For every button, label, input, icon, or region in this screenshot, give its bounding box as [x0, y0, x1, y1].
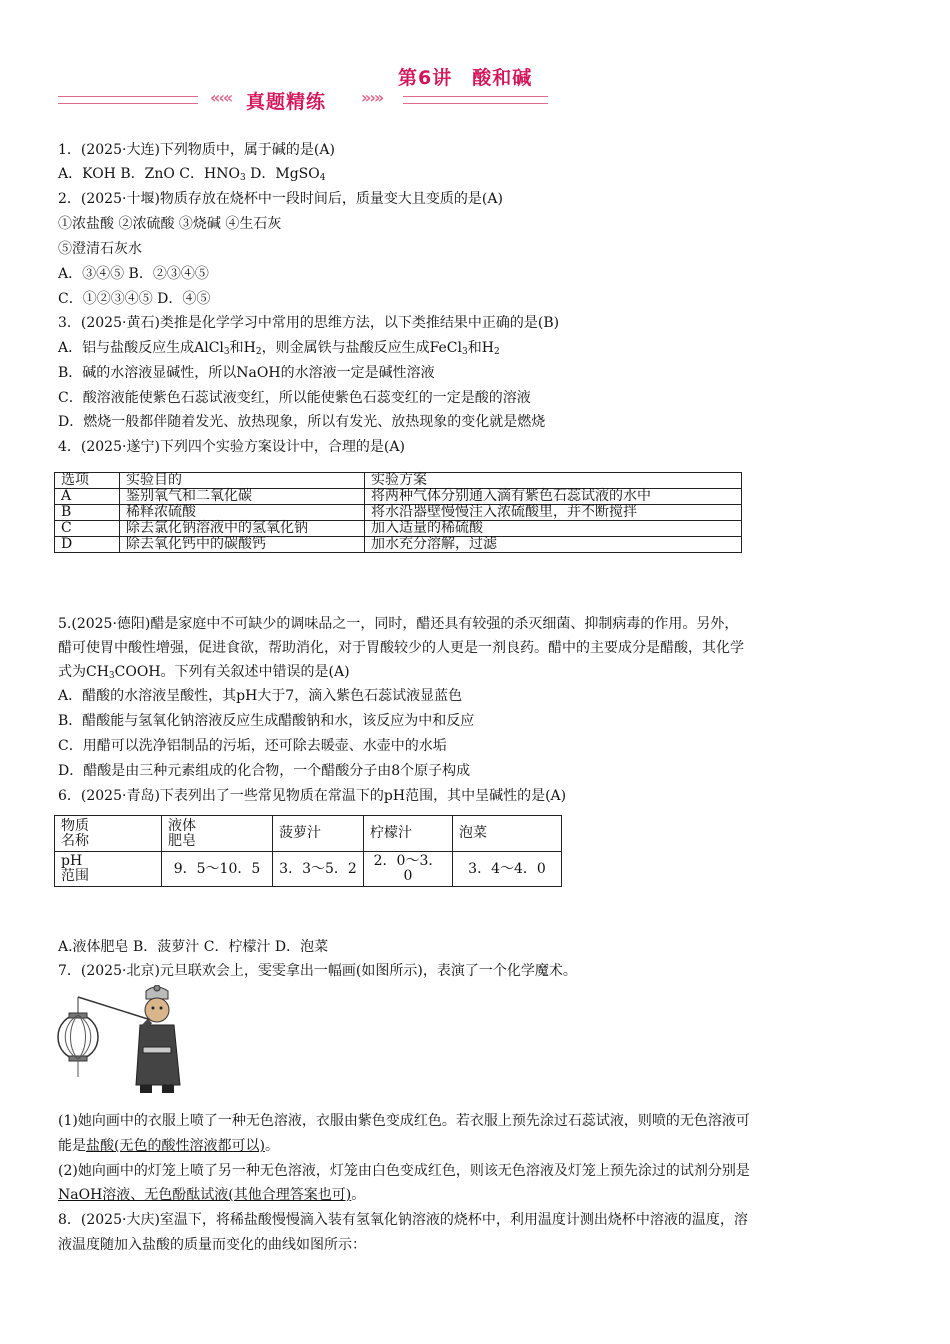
- table-cell: 除去氯化钠溶液中的氢氧化钠: [120, 521, 365, 537]
- option-text: 和H: [467, 340, 494, 356]
- table-cell: 将水沿器壁慢慢注入浓硫酸里，并不断搅拌: [365, 505, 742, 521]
- question-6-options: A.液体肥皂 B．菠萝汁 C．柠檬汁 D．泡菜: [58, 939, 329, 955]
- option-text: D．MgSO: [245, 166, 320, 182]
- subscript: 4: [319, 173, 326, 183]
- lecture-topic: 酸和碱: [472, 67, 533, 89]
- question-5: [58, 662, 350, 686]
- table-cell: 除去氧化钙中的碳酸钙: [120, 537, 365, 553]
- table-header-cell: 实验方案: [365, 473, 742, 489]
- question-1: 1．(2025·大连)下列物质中，属于碱的是(A): [58, 142, 335, 158]
- table-cell: 3．3～5．2: [273, 852, 364, 887]
- chevron-right-icon: »›»: [361, 88, 383, 107]
- child-shoe: [140, 1085, 152, 1093]
- subscript: 2: [255, 347, 262, 357]
- question-3-option-c: C．酸溶液能使紫色石蕊试液变红，所以能使紫色石蕊变红的一定是酸的溶液: [58, 390, 531, 406]
- lecture-number: 第6讲: [398, 67, 453, 89]
- table-row: [55, 852, 562, 887]
- section-banner: [58, 87, 548, 115]
- banner-rule: [403, 96, 548, 97]
- question-8: 8．(2025·大庆)室温下，将稀盐酸慢慢滴入装有氢氧化钠溶液的烧杯中，利用温度计测出烧杯中溶液的温度，溶: [58, 1212, 748, 1228]
- table-cell: 2．0～3．0: [364, 852, 453, 887]
- question-2-items: ①浓盐酸 ②浓硫酸 ③烧碱 ④生石灰: [58, 216, 282, 232]
- coat-trim: [143, 1047, 171, 1053]
- cell-text: 物质: [61, 817, 89, 834]
- question-text: COOH。下列有关叙述中错误的是(A): [114, 664, 350, 680]
- option-text: 和H: [229, 340, 256, 356]
- question-5-option-a: A．醋酸的水溶液呈酸性，其pH大于7，滴入紫色石蕊试液显蓝色: [58, 688, 463, 704]
- option-text: ，则金属铁与盐酸反应生成FeCl: [261, 340, 463, 356]
- question-text: 式为CH: [58, 664, 109, 680]
- subscript: 3: [223, 347, 230, 357]
- table-cell: 菠萝汁: [273, 816, 364, 852]
- child-face: [145, 998, 169, 1022]
- table-cell: 3．4～4．0: [453, 852, 562, 887]
- table-row: [55, 505, 742, 521]
- question-text: 。: [351, 1187, 366, 1203]
- cell-text: 肥皂: [168, 832, 196, 849]
- question-3: 3．(2025·黄石)类推是化学学习中常用的思维方法，以下类推结果中正确的是(B): [58, 315, 560, 331]
- table-cell: C: [55, 521, 120, 537]
- banner-rule: [58, 103, 198, 104]
- option-text: A．铝与盐酸反应生成AlCl: [58, 340, 224, 356]
- table-header-cell: 实验目的: [120, 473, 365, 489]
- table-cell: A: [55, 489, 120, 505]
- question-5-option-b: B．醋酸能与氢氧化钠溶液反应生成醋酸钠和水，该反应为中和反应: [58, 713, 475, 729]
- table-row: [55, 489, 742, 505]
- banner-rule: [403, 103, 548, 104]
- question-7-part-1-answer-line: [58, 1136, 279, 1156]
- subscript: 2: [493, 347, 500, 357]
- question-text: 能是: [58, 1138, 86, 1154]
- question-7-part-2: (2)她向画中的灯笼上喷了另一种无色溶液，灯笼由白色变成红色，则该无色溶液及灯笼上预先涂过的试剂分别是: [58, 1163, 750, 1179]
- child-eye: [160, 1007, 163, 1010]
- child-shoe: [162, 1085, 174, 1093]
- cell-text: 液体: [168, 817, 196, 834]
- cell-text: pH: [61, 853, 83, 869]
- question-7-part-1: (1)她向画中的衣服上喷了一种无色溶液，衣服由紫色变成红色。若衣服上预先涂过石蕊试液，则喷的无色溶液可: [58, 1113, 750, 1129]
- table-row: [55, 816, 562, 852]
- answer-text: 盐酸(无色的酸性溶液都可以): [86, 1138, 265, 1154]
- question-6: 6．(2025·青岛)下表列出了一些常见物质在常温下的pH范围，其中呈碱性的是(A): [58, 788, 567, 804]
- table-cell: 稀释浓硫酸: [120, 505, 365, 521]
- table-cell: 9．5～10．5: [162, 852, 273, 887]
- subscript: 3: [108, 671, 115, 681]
- table-cell: B: [55, 505, 120, 521]
- table-cell: 柠檬汁: [364, 816, 453, 852]
- table-header-cell: 选项: [55, 473, 120, 489]
- ph-table: [54, 815, 562, 887]
- table-cell: [55, 852, 162, 887]
- subscript: 3: [462, 347, 468, 357]
- question-2-items: ⑤澄清石灰水: [58, 241, 142, 257]
- question-7-part-2-answer-line: [58, 1185, 365, 1205]
- table-header-row: [55, 473, 742, 489]
- question-2-options: C．①②③④⑤ D．④⑤: [58, 291, 211, 307]
- question-4: 4．(2025·遂宁)下列四个实验方案设计中，合理的是(A): [58, 439, 405, 455]
- chevron-left-icon: «‹«: [210, 88, 232, 107]
- question-3-option-d: D．燃烧一般都伴随着发光、放热现象，所以有发光、放热现象的变化就是燃烧: [58, 414, 546, 430]
- table-cell: 鉴别氧气和二氧化碳: [120, 489, 365, 505]
- table-cell: 加水充分溶解，过滤: [365, 537, 742, 553]
- child-eye: [152, 1007, 155, 1010]
- cell-text: 范围: [61, 868, 89, 884]
- child-coat: [136, 1025, 180, 1085]
- answer-text: NaOH溶液、无色酚酞试液(其他合理答案也可): [58, 1187, 352, 1203]
- table-cell: D: [55, 537, 120, 553]
- question-3-option-b: B．碱的水溶液显碱性，所以NaOH的水溶液一定是碱性溶液: [58, 365, 435, 381]
- question-8: 液温度随加入盐酸的质量而变化的曲线如图所示：: [58, 1237, 366, 1253]
- lantern-pole: [78, 997, 151, 1020]
- table-cell: 泡菜: [453, 816, 562, 852]
- table-cell: [55, 816, 162, 852]
- question-2-options: A．③④⑤ B．②③④⑤: [58, 266, 209, 282]
- question-text: 。: [264, 1138, 279, 1154]
- subscript: 3: [239, 173, 246, 183]
- lantern-body: [58, 1015, 98, 1059]
- question-5-option-c: C．用醋可以洗净铝制品的污垢，还可除去暖壶、水壶中的水垢: [58, 738, 447, 754]
- banner-text: 真题精练: [246, 91, 327, 113]
- hat-pompom: [154, 985, 160, 991]
- question-5: 5.(2025·德阳)醋是家庭中不可缺少的调味品之一，同时，醋还具有较强的杀灭细菌、抑制病毒的作用。另外，: [58, 616, 739, 632]
- banner-rule: [58, 96, 198, 97]
- table-row: [55, 537, 742, 553]
- option-text: A．KOH B．ZnO C．HNO: [58, 166, 240, 182]
- table-cell: 加入适量的稀硫酸: [365, 521, 742, 537]
- table-cell: 将两种气体分别通入滴有紫色石蕊试液的水中: [365, 489, 742, 505]
- table-cell: [162, 816, 273, 852]
- lantern-figure-illustration: [56, 985, 196, 1100]
- table-row: [55, 521, 742, 537]
- experiment-table: [54, 472, 742, 553]
- question-5: 醋可使胃中酸性增强，促进食欲，帮助消化，对于胃酸较少的人更是一剂良药。醋中的主要成分是醋酸，其化学: [58, 640, 744, 656]
- question-3-option-a: [58, 338, 500, 362]
- question-7: 7．(2025·北京)元旦联欢会上，雯雯拿出一幅画(如图所示)，表演了一个化学魔术。: [58, 963, 577, 979]
- question-5-option-d: D．醋酸是由三种元素组成的化合物，一个醋酸分子由8个原子构成: [58, 763, 471, 779]
- question-2: 2．(2025·十堰)物质存放在烧杯中一段时间后，质量变大且变质的是(A): [58, 191, 503, 207]
- page-title: [398, 63, 532, 90]
- question-1-options: [58, 164, 325, 188]
- cell-text: 名称: [61, 832, 89, 849]
